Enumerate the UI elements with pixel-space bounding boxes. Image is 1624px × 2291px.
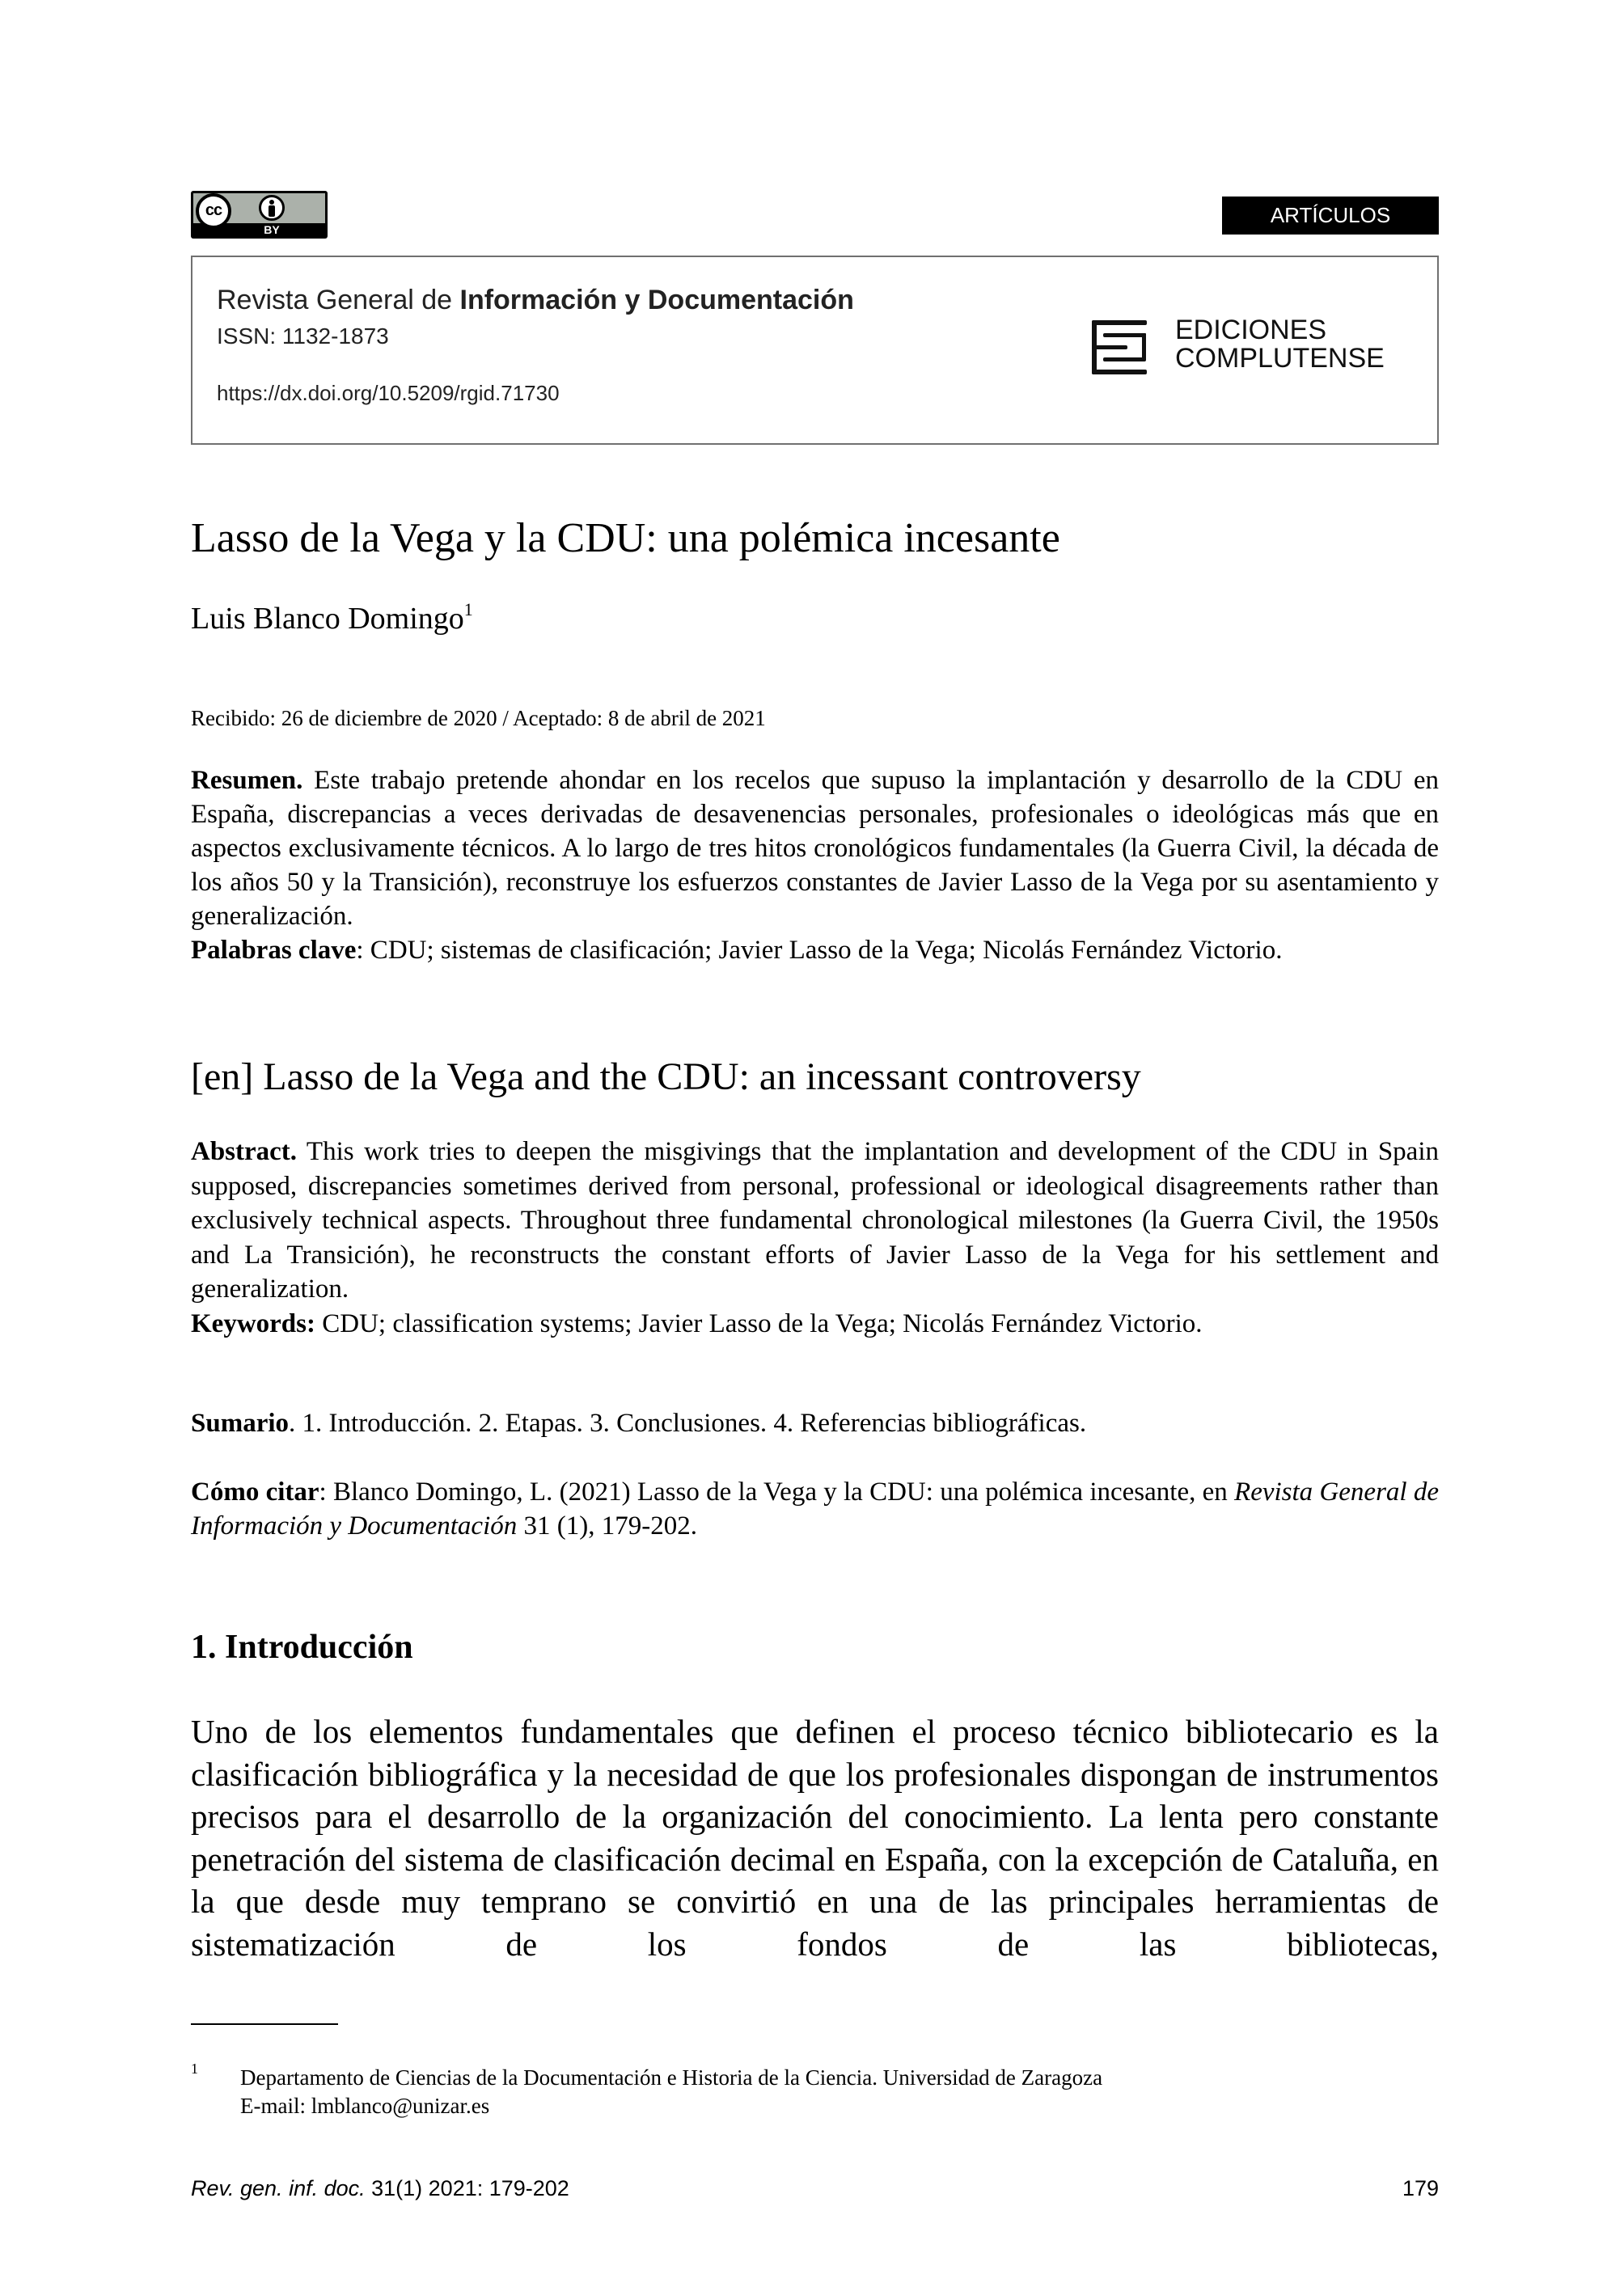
attribution-person-icon <box>259 195 285 221</box>
journal-title: Revista General de Información y Documentación <box>217 285 854 315</box>
author-name: Luis Blanco Domingo$^1$ <box>191 599 473 636</box>
received-accepted-dates: Recibido: 26 de diciembre de 2020 / Aceptado: 8 de abril de 2021 <box>191 706 766 730</box>
abstract-paragraph: Abstract. This work tries to deepen the misgivings that the implantation and development of the CDU in Spain supposed, discrepancies sometimes derived from personal, professional or ideological disagreements rather than exclusively technical aspects. Throughout three fundamental chronological milestones (la Guerra Civil, the 1950s and La Transición), he reconstructs the constant efforts of Javier Lasso de la Vega for his settlement and generalization. Keywords: CDU; classification systems; Javier Lasso de la Vega; Nicolás Fernández Victorio. <box>191 1137 1439 1338</box>
by-label: BY <box>264 223 280 236</box>
resumen-label: Resumen. <box>191 766 303 795</box>
keywords-label: Keywords: <box>191 1308 315 1338</box>
section-heading-introduccion: 1. Introducción <box>191 1629 413 1666</box>
body-paragraph: Uno de los elementos fundamentales que definen el proceso técnico bibliotecario es la clasificación bibliográfica y la necesidad de que los profesionales dispongan de instrumentos precisos para el desarrollo de la organización del conocimiento. La lenta pero constante penetración del sistema de clasificación decimal en España, con la excepción de Cataluña, en la que desde muy temprano se convirtió en una de las principales herramientas de sistematización de los fondos de las bibliotecas, <box>191 1713 1439 1963</box>
page-number: 179 <box>1402 2176 1439 2200</box>
publisher-name: EDICIONES COMPLUTENSE <box>1175 315 1385 374</box>
footnote-number: 1 <box>191 2061 198 2077</box>
palabras-clave-label: Palabras clave <box>191 936 357 965</box>
footnote-separator <box>191 2023 338 2025</box>
running-footer-citation: Rev. gen. inf. doc. 31(1) 2021: 179-202 <box>191 2176 569 2200</box>
abstract-label: Abstract. <box>191 1137 298 1166</box>
footnote-reference[interactable]: 1 <box>463 599 473 619</box>
cc-icon: cc <box>196 193 231 229</box>
english-title: [en] Lasso de la Vega and the CDU: an incessant controversy <box>191 1055 1141 1098</box>
cc-by-license-badge <box>191 191 328 239</box>
sumario-line: Sumario. 1. Introducción. 2. Etapas. 3. Conclusiones. 4. Referencias bibliográficas. <box>191 1409 1087 1438</box>
how-to-cite: Cómo citar: Blanco Domingo, L. (2021) Lasso de la Vega y la CDU: una polémica incesante, en Revista General de Información y Documentación 31 (1), 179-202. <box>191 1477 1439 1541</box>
resumen-paragraph: Resumen. Este trabajo pretende ahondar en los recelos que supuso la implantación y desarrollo de la CDU en España, discrepancias a veces derivadas de desavenencias personales, profesionales o ideológicas más que en aspectos exclusivamente técnicos. A lo largo de tres hitos cronológicos fundamentales (la Guerra Civil, la década de los años 50 y la Transición), reconstruye los esfuerzos constantes de Javier Lasso de la Vega por su asentamiento y generalización. Palabras clave: CDU; sistemas de clasificación; Javier Lasso de la Vega; Nicolás Fernández Victorio. <box>191 766 1439 965</box>
article-title: Lasso de la Vega y la CDU: una polémica incesante <box>191 515 1060 561</box>
ediciones-complutense-logo-icon <box>1092 320 1147 374</box>
footnote-text: Departamento de Ciencias de la Documentación e Historia de la Ciencia. Universidad de Zaragoza E-mail: lmblanco@unizar.es <box>240 2064 1102 2120</box>
section-label: ARTÍCULOS <box>1222 197 1439 235</box>
author-email[interactable]: E-mail: lmblanco@unizar.es <box>240 2094 490 2118</box>
doi-link[interactable]: https://dx.doi.org/10.5209/rgid.71730 <box>217 381 560 405</box>
journal-issn: ISSN: 1132-1873 <box>217 323 389 349</box>
